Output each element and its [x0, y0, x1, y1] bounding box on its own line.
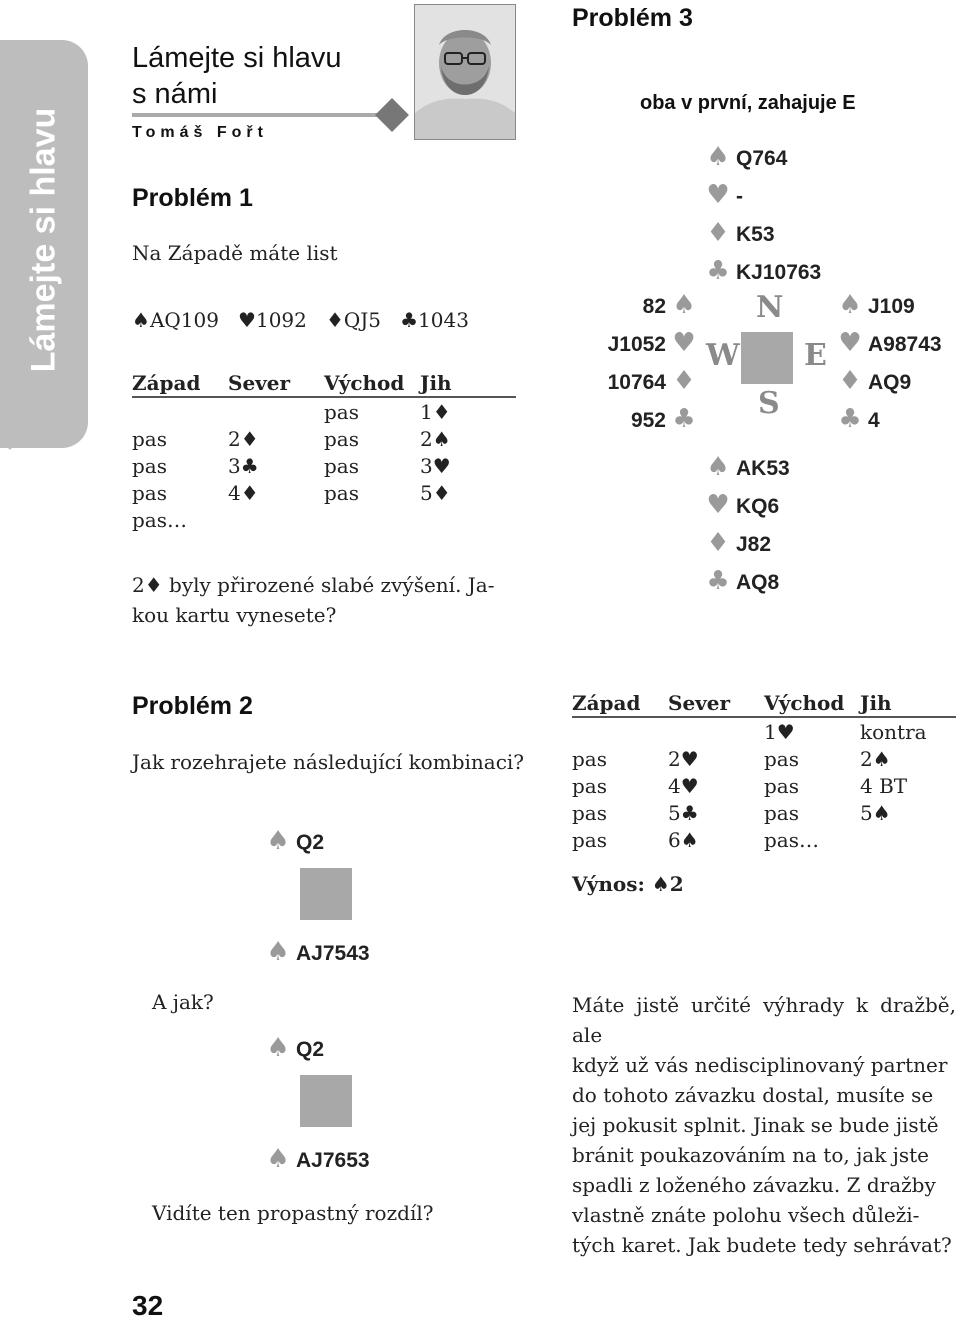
- hand-spades: AQ109: [149, 308, 219, 332]
- auction-row: [132, 506, 516, 533]
- spade-icon: ♠: [266, 826, 290, 856]
- bid: pas: [132, 453, 167, 478]
- west-diamonds: 10764: [607, 371, 666, 394]
- auction-row: [572, 826, 956, 853]
- bid: [668, 717, 764, 745]
- text-line: vlastně znáte polohu všech důleži-: [572, 1203, 920, 1227]
- title-line-2: s námi: [132, 78, 218, 110]
- heart-icon: ♥: [706, 490, 730, 520]
- auction-col-west: Západ: [132, 370, 228, 397]
- problem3-conditions: oba v první, zahajuje E: [640, 92, 856, 114]
- bid: 5♣: [668, 800, 699, 825]
- west-clubs: 952: [630, 409, 666, 432]
- combo1-square: [300, 868, 352, 920]
- bid: pas: [324, 426, 359, 451]
- bid: pas: [572, 773, 607, 798]
- bid: 4 BT: [860, 773, 908, 798]
- problem2-heading: Problém 2: [132, 692, 253, 720]
- bid: 5♦: [420, 480, 451, 505]
- bid: 4♥: [668, 773, 699, 798]
- spade-icon: ♠: [672, 290, 696, 320]
- east-hand: [836, 288, 942, 440]
- auction-col-south: Jih: [860, 690, 956, 717]
- diamond-icon: ♦: [706, 218, 730, 248]
- bid: 5♠: [860, 800, 891, 825]
- west-hearts: J1052: [607, 333, 666, 356]
- bid: 3♣: [228, 453, 259, 478]
- north-spades: Q764: [736, 147, 788, 170]
- article-title: [132, 40, 342, 112]
- auction-col-north: Sever: [228, 370, 324, 397]
- auction-col-east: Východ: [764, 690, 860, 717]
- text-line: spadli z loženého závazku. Z dražby: [572, 1173, 936, 1197]
- bid: 4♦: [228, 480, 259, 505]
- bid: 1♦: [420, 399, 451, 424]
- hand-diamonds: QJ5: [343, 308, 382, 332]
- problem1-auction: [132, 370, 516, 533]
- bid: 2♦: [228, 426, 259, 451]
- diamond-icon: [375, 98, 409, 132]
- bid: 2♥: [668, 746, 699, 771]
- bid: [860, 826, 956, 853]
- east-diamonds: AQ9: [868, 371, 912, 394]
- closing-question: Vidíte ten propastný rozdíl?: [152, 1201, 434, 1225]
- north-clubs: KJ10763: [736, 261, 822, 284]
- text-line: tých karet. Jak budete tedy sehrávat?: [572, 1233, 952, 1257]
- combo1-bottom-cards: AJ7543: [296, 942, 370, 965]
- bid: pas: [764, 746, 799, 771]
- auction-row: [572, 799, 956, 826]
- combo1-bottom: [264, 937, 370, 967]
- bid: [132, 397, 228, 425]
- combo1-top-cards: Q2: [296, 831, 325, 854]
- bid: pas: [764, 773, 799, 798]
- auction-col-north: Sever: [668, 690, 764, 717]
- auction-col-south: Jih: [420, 370, 516, 397]
- bid: 1♥: [764, 719, 795, 744]
- auction-header-row: [572, 690, 956, 717]
- diamond-icon: ♦: [672, 366, 696, 396]
- combo2-top: [264, 1033, 324, 1063]
- bid: pas…: [132, 507, 187, 532]
- bid: pas: [572, 827, 607, 852]
- east-clubs: 4: [868, 409, 880, 432]
- bid: pas: [764, 800, 799, 825]
- text-line: když už vás nedisciplinovaný partner: [572, 1053, 948, 1077]
- and-how: A jak?: [152, 990, 214, 1014]
- east-hearts: A98743: [868, 333, 942, 356]
- text-line: jej pokusit splnit. Jinak se bude jistě: [572, 1113, 939, 1137]
- problem2-question: Jak rozehrajete následující kombinaci?: [132, 750, 525, 774]
- heart-icon: ♥: [238, 308, 256, 332]
- north-hand: [704, 140, 821, 292]
- hand-clubs: 1043: [418, 308, 469, 332]
- bid: 6♠: [668, 827, 699, 852]
- auction-col-east: Východ: [324, 370, 420, 397]
- auction-row: [132, 425, 516, 452]
- compass-south: S: [758, 386, 780, 421]
- combo2-top-cards: Q2: [296, 1038, 325, 1061]
- south-hearts: KQ6: [736, 495, 780, 518]
- auction-col-west: Západ: [572, 690, 668, 717]
- problem1-hand: [132, 308, 469, 332]
- bid: [420, 506, 516, 533]
- auction-row: [572, 745, 956, 772]
- auction-row: [572, 772, 956, 799]
- side-tab-label-wrap: [0, 40, 88, 448]
- compass-east: E: [804, 338, 827, 373]
- author-name: Tomáš Fořt: [132, 124, 268, 141]
- text-line: bránit poukazováním na to, jak jste: [572, 1143, 930, 1167]
- auction-row: [572, 717, 956, 745]
- bid: 2♠: [420, 426, 451, 451]
- text-line: do tohoto závazku dostal, musíte se: [572, 1083, 934, 1107]
- bid: pas: [572, 746, 607, 771]
- auction-header-row: [132, 370, 516, 397]
- auction-row: [132, 397, 516, 425]
- east-spades: J109: [868, 295, 915, 318]
- bid: [572, 717, 668, 745]
- heart-icon: ♥: [838, 328, 862, 358]
- problem1-note: [132, 570, 516, 630]
- combo2-bottom-cards: AJ7653: [296, 1149, 370, 1172]
- problem1-heading: Problém 1: [132, 184, 253, 212]
- south-spades: AK53: [736, 457, 790, 480]
- compass-west: W: [706, 338, 740, 373]
- diamond-icon: ♦: [706, 528, 730, 558]
- bid: [228, 397, 324, 425]
- bid: kontra: [860, 719, 927, 744]
- south-hand: [704, 450, 790, 602]
- club-icon: ♣: [706, 566, 730, 596]
- text-line: Máte jistě určité výhrady k dražbě, ale: [572, 993, 956, 1047]
- bid: pas: [324, 399, 359, 424]
- heart-icon: ♥: [672, 328, 696, 358]
- spade-icon: ♠: [706, 142, 730, 172]
- west-hand: [560, 288, 698, 440]
- north-hearts: -: [736, 185, 743, 208]
- title-rule: [132, 113, 382, 117]
- title-line-1: Lámejte si hlavu: [132, 42, 342, 74]
- side-tab-label: Lámejte si hlavu: [24, 107, 63, 373]
- club-icon: ♣: [838, 404, 862, 434]
- bid: 3♥: [420, 453, 451, 478]
- note-line-2: kou kartu vynesete?: [132, 603, 337, 627]
- table-center-square: [741, 332, 793, 384]
- spade-icon: ♠: [266, 1033, 290, 1063]
- auction-row: [132, 479, 516, 506]
- note-line-1: 2♦ byly přirozené slabé zvýšení. Ja-: [132, 573, 495, 597]
- problem3-lead: Výnos: ♠2: [572, 872, 684, 896]
- bid: [324, 506, 420, 533]
- auction-row: [132, 452, 516, 479]
- spade-icon: ♠: [266, 937, 290, 967]
- north-diamonds: K53: [736, 223, 775, 246]
- problem1-intro: Na Západě máte list: [132, 241, 338, 265]
- heart-icon: [0, 392, 42, 456]
- compass-north: N: [756, 290, 784, 325]
- bid: pas: [324, 480, 359, 505]
- diamond-icon: ♦: [838, 366, 862, 396]
- spade-icon: ♠: [706, 452, 730, 482]
- combo2-bottom: [264, 1144, 370, 1174]
- combo2-square: [300, 1075, 352, 1127]
- bid: 2♠: [860, 746, 891, 771]
- bid: pas: [132, 480, 167, 505]
- spade-icon: ♠: [266, 1144, 290, 1174]
- problem3-heading: Problém 3: [572, 4, 693, 32]
- author-photo: [414, 4, 516, 140]
- diamond-icon: ♦: [325, 308, 344, 332]
- bid: pas: [572, 800, 607, 825]
- spade-icon: ♠: [838, 290, 862, 320]
- hand-hearts: 1092: [255, 308, 307, 332]
- problem3-auction: [572, 690, 956, 853]
- spade-icon: ♠: [132, 308, 150, 332]
- bid: pas: [324, 453, 359, 478]
- bid: pas: [132, 426, 167, 451]
- west-spades: 82: [642, 295, 666, 318]
- page-number: 32: [132, 1290, 164, 1321]
- heart-icon: ♥: [706, 180, 730, 210]
- south-clubs: AQ8: [736, 571, 780, 594]
- combo1-top: [264, 826, 324, 856]
- bid: [228, 506, 324, 533]
- club-icon: ♣: [672, 404, 696, 434]
- problem3-text: [572, 990, 956, 1260]
- bid: pas…: [764, 827, 819, 852]
- south-diamonds: J82: [736, 533, 772, 556]
- club-icon: ♣: [706, 256, 730, 286]
- club-icon: ♣: [400, 308, 419, 332]
